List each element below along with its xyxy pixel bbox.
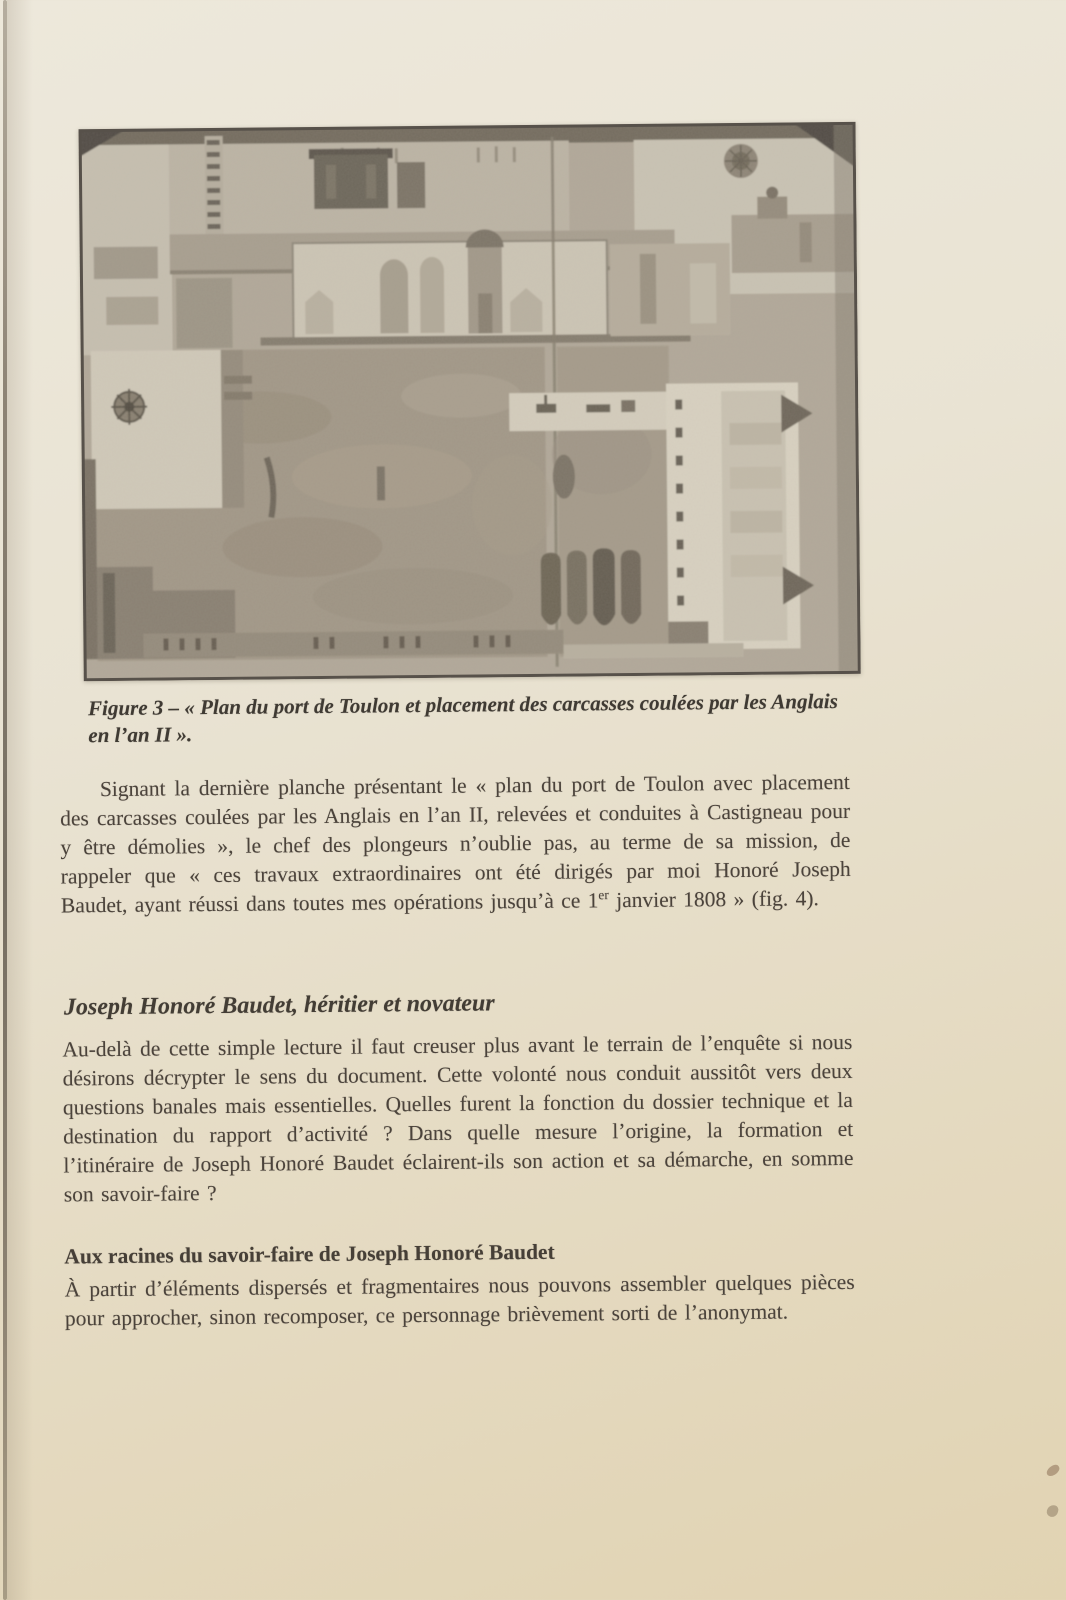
figure-caption <box>88 688 854 749</box>
paragraph-1-end: janvier 1808 » (fig. 4). <box>608 886 819 913</box>
figure-caption-text: Figure 3 – « Plan du port de Toulon et placement des carcasses coulées par les Anglais en l’an II ». <box>87 689 838 748</box>
figure-image-map <box>79 122 861 681</box>
figure-3 <box>79 122 862 749</box>
paragraph-a-partir: À partir d’éléments dispersés et fragmentaires nous pouvons assembler quelques pièces pour approcher, sinon recomposer, ce personnage brièvement sorti de l’anonymat. <box>64 1269 855 1331</box>
grain-overlay <box>79 122 861 681</box>
page-edge-smudge <box>1045 1463 1062 1478</box>
paragraph-signant <box>60 768 851 921</box>
superscript-er: er <box>598 887 609 903</box>
subsection-heading: Aux racines du savoir-faire de Joseph Honoré Baudet <box>64 1239 555 1269</box>
map-plan-svg <box>79 122 861 681</box>
page-edge-smudge-2 <box>1046 1504 1060 1518</box>
section-heading: Joseph Honoré Baudet, héritier et novateur <box>63 990 495 1021</box>
paragraph-1-start: Signant la dernière planche présentant le « plan du port de Toulon avec placement des carcasses coulées par les Anglais en l’an II, relevées et conduites à Castigneau pour y être démolies », le chef des plongeurs n’oublie pas, au terme de sa mission, de rappeler que « ces travaux extraordinaires ont été dirigés par moi Honoré Joseph Baudet, ayant réussi dans toutes mes opérations jusqu’à ce 1 <box>60 769 851 918</box>
paragraph-au-dela: Au-delà de cette simple lecture il faut creuser plus avant le terrain de l’enquête si nous désirons décrypter le sens du document. Cette volonté nous conduit aussitôt vers deux questions banales mais essentielles. Quelles furent la fonction du dossier technique et la destination du rapport d’activité ? Dans quelle mesure l’origine, la formation et l’itinéraire de Joseph Honoré Baudet éclairent-ils son action et sa démarche, en somme son savoir-faire ? <box>62 1029 854 1207</box>
